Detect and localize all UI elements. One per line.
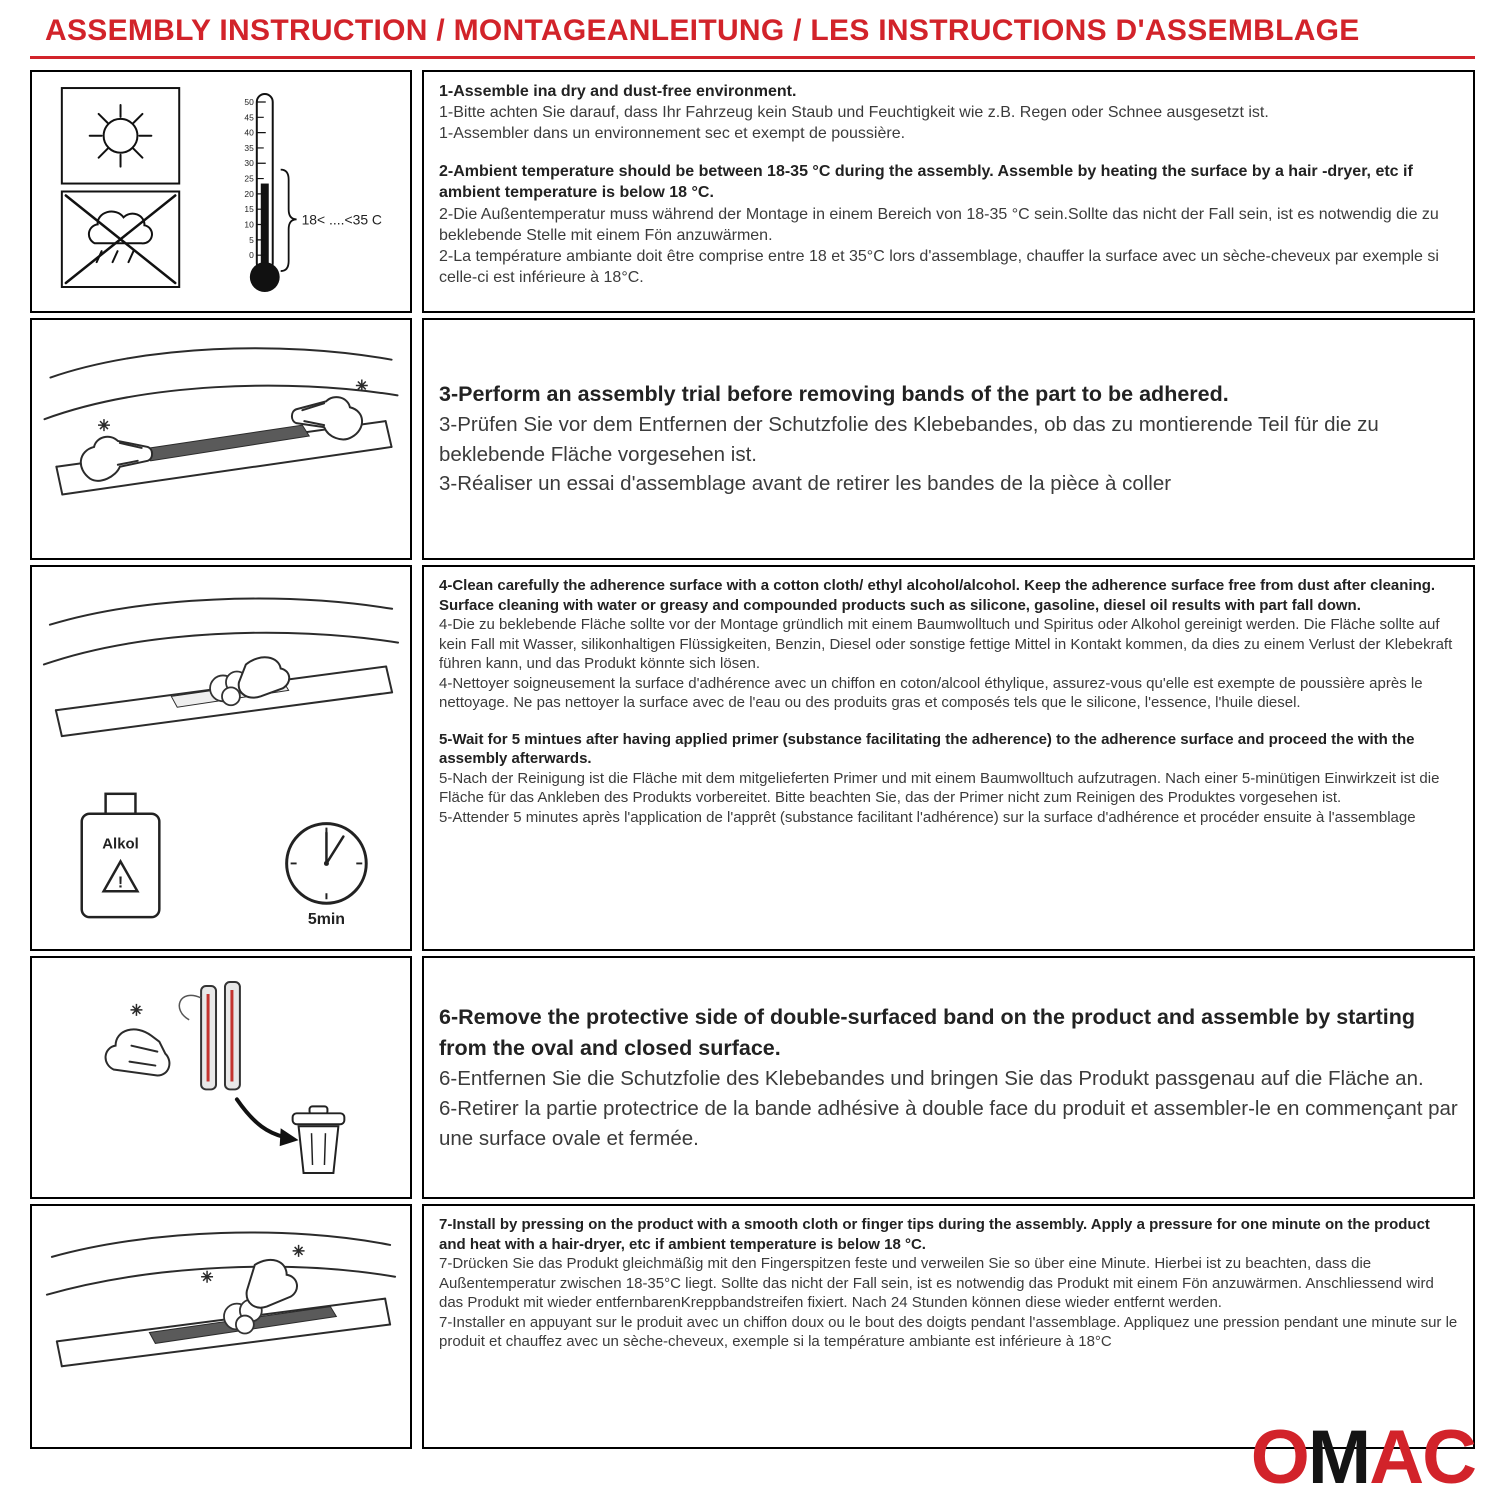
paragraph-step7-fr: 7-Installer en appuyant sur le produit avec un chiffon doux ou le bout des doigts pendant l'assemblage. Appliquez une pression pendant une minute sur le produit et chauffez avec un sèche-cheveux, exemple si la température ambiante est inférieure à 18°C [439, 1313, 1458, 1350]
paragraph-step3-en: 3-Perform an assembly trial before removing bands of the part to be adhered. [439, 381, 1229, 406]
illustration-press-install [30, 1204, 412, 1449]
paragraph-step6-de: 6-Entfernen Sie die Schutzfolie des Klebebandes und bringen Sie das Produkt passgenau auf die Fläche an. [439, 1067, 1424, 1091]
tick-label: 45 [244, 112, 254, 123]
paragraph-step1-de: 1-Bitte achten Sie darauf, dass Ihr Fahrzeug kein Staub und Feuchtigkeit wie z.B. Regen oder Schnee ausgesetzt ist. [439, 104, 1269, 122]
tick-label: 50 [244, 96, 254, 107]
paragraph-step5-en: 5-Wait for 5 mintues after having applied primer (substance facilitating the adherence) to the adherence surface and proceed the with the assembly afterwards. [439, 730, 1415, 767]
thermometer-icon [244, 94, 382, 292]
warning-mark: ! [117, 874, 124, 892]
paragraph-step3-fr: 3-Réaliser un essai d'assemblage avant de retirer les bandes de la pièce à coller [439, 472, 1172, 496]
title-underline [30, 56, 1475, 59]
paragraph-step2-de: 2-Die Außentemperatur muss während der Montage in einem Bereich von 18-35 °C sein.Sollte das nicht der Fall sein, ist es notwendig die zu beklebende Stelle mit einem Fön anzuwärmen. [439, 205, 1439, 244]
tick-label: 40 [244, 127, 254, 138]
section-cleaning [30, 565, 1475, 951]
logo-letter: C [1422, 1415, 1475, 1500]
paragraph-step3-de: 3-Prüfen Sie vor dem Entfernen der Schutzfolie des Klebebandes, ob das zu montierende Teil für die zu beklebende Fläche vorgesehen ist. [439, 413, 1379, 466]
paragraph-step4-en: 4-Clean carefully the adherence surface with a cotton cloth/ ethyl alcohol/alcohol. Keep the adherence surface free from dust after cleaning. Surface cleaning with water or greasy and compounded products such as silicone, gasoline, diesel oil results with part fall down. [439, 577, 1436, 614]
sun-icon [62, 88, 179, 183]
paragraph-step1-en: 1-Assemble ina dry and dust-free environment. [439, 83, 797, 100]
page-title: ASSEMBLY INSTRUCTION / MONTAGEANLEITUNG / LES INSTRUCTIONS D'ASSEMBLAGE [45, 14, 1360, 47]
tick-label: 5 [249, 234, 254, 245]
peeling-film [179, 995, 201, 1019]
section-assembly-trial-text [422, 318, 1475, 560]
tick-label: 20 [244, 188, 254, 199]
range-brace [281, 170, 297, 271]
clock-label: 5min [307, 911, 346, 929]
tick-label: 25 [244, 173, 254, 184]
omac-logo [1250, 1415, 1475, 1500]
section-assembly-trial [30, 318, 1475, 560]
section-press-install-text [422, 1204, 1475, 1449]
section-cleaning-text [422, 565, 1475, 951]
clock-icon [287, 824, 367, 928]
arrow-icon [237, 1099, 299, 1146]
section-environment [30, 70, 1475, 313]
paragraph-step5-de: 5-Nach der Reinigung ist die Fläche mit dem mitgelieferten Primer und mit einem Baumwolltuch aufzutragen. Nach einer 5-minütigen Einwirkzeit ist die Fläche für das Ankleben des Produkts vorbereitet. Bitte beachten Sie, das der Primer nicht zum Reinigen des Produktes vorgesehen ist. [439, 769, 1440, 806]
section-press-install [30, 1204, 1475, 1449]
illustration-cleaning [30, 565, 412, 951]
logo-letter: M [1307, 1415, 1370, 1500]
alcohol-bottle-icon [82, 794, 160, 917]
paragraph-step6-en: 6-Remove the protective side of double-surfaced band on the product and assemble by starting from the oval and closed surface. [439, 1004, 1416, 1060]
paragraph-step4-de: 4-Die zu beklebende Fläche sollte vor der Montage gründlich mit einem Baumwolltuch und Spiritus oder Alkohol gereinigt werden. Die Fläche sollte auf kein Fall mit Wasser, silikonhaltigen Flüssigkeiten, Benzin, Diesel oder sonstige fettige Mittel in Kontakt kommen, da dies zu einem Verlust der Klebekraft führen kann, und das Produkt könnte sich lösen. [439, 616, 1453, 672]
paragraph-step7-en: 7-Install by pressing on the product with a smooth cloth or finger tips during the assembly. Apply a pressure for one minute on the product and heat with a hair-dryer, etc if ambient temperature is below 18 °C. [439, 1216, 1430, 1253]
logo-letter: O [1250, 1415, 1308, 1500]
door-sill-drawing [44, 599, 398, 737]
temperature-range-label: 18< ....<35 C [301, 211, 382, 228]
door-sill-drawing [47, 1232, 395, 1366]
section-remove-band [30, 956, 1475, 1199]
trash-can-icon [293, 1106, 345, 1173]
tick-label: 10 [244, 219, 254, 230]
left-hand-icon [81, 437, 152, 481]
logo-letter: A [1369, 1415, 1423, 1500]
paragraph-step2-fr: 2-La température ambiante doit être comprise entre 18 et 35°C lors d'assemblage, chauffer la surface avec un sèche-cheveux par exemple si celle-ci est inférieure à 18°C. [439, 247, 1439, 286]
tick-label: 15 [244, 204, 254, 215]
paragraph-step2-en: 2-Ambient temperature should be between 18-35 °C during the assembly. Assemble by heating the surface by a hair -dryer, etc if ambient temperature is below 18 °C. [439, 163, 1413, 202]
paragraph-step6-fr: 6-Retirer la partie protectrice de la bande adhésive à double face du produit et assembler-le en commençant par une surface ovale et fermée. [439, 1096, 1458, 1150]
tick-label: 35 [244, 142, 254, 153]
bottle-label: Alkol [102, 835, 139, 853]
tick-label: 30 [244, 158, 254, 169]
trim-strip [144, 425, 310, 461]
tick-label: 0 [249, 250, 254, 261]
product-strips [201, 982, 240, 1089]
no-rain-icon [62, 192, 179, 287]
illustration-assembly-trial [30, 318, 412, 560]
hand-icon [106, 1029, 170, 1075]
paragraph-step4-fr: 4-Nettoyer soigneusement la surface d'adhérence avec un chiffon en coton/alcool éthylique, assurez-vous qu'elle est exempte de poussière après le nettoyage. Ne pas nettoyer la surface avec de l'eau ou des produits gras et composés tels que le silicone, l'essence, l'huile diesel. [439, 674, 1423, 711]
paragraph-step7-de: 7-Drücken Sie das Produkt gleichmäßig mit den Fingerspitzen feste und verweilen Sie so über eine Minute. Hierbei ist zu beachten, dass die Außentemperatur zwischen 18-35°C liegt. Sollte das nicht der Fall sein, ist es notwendig das Produkt mit einem Fön anzuwärmen. Anschliessend wird das Produkt mit wieder entfernbarenKreppbandstreifen fixiert. Nach 24 Stunden können diese wieder entfernt werden. [439, 1255, 1434, 1311]
paragraph-step1-fr: 1-Assembler dans un environnement sec et exempt de poussière. [439, 125, 906, 143]
sparkle-icon [130, 1004, 142, 1016]
paragraph-step5-fr: 5-Attender 5 minutes après l'application de l'apprêt (substance facilitant l'adhérence) sur la surface d'adhérence et procéder ensuite à l'assemblage [439, 808, 1416, 826]
illustration-environment [30, 70, 412, 313]
section-environment-text [422, 70, 1475, 313]
section-remove-band-text [422, 956, 1475, 1199]
illustration-remove-band [30, 956, 412, 1199]
